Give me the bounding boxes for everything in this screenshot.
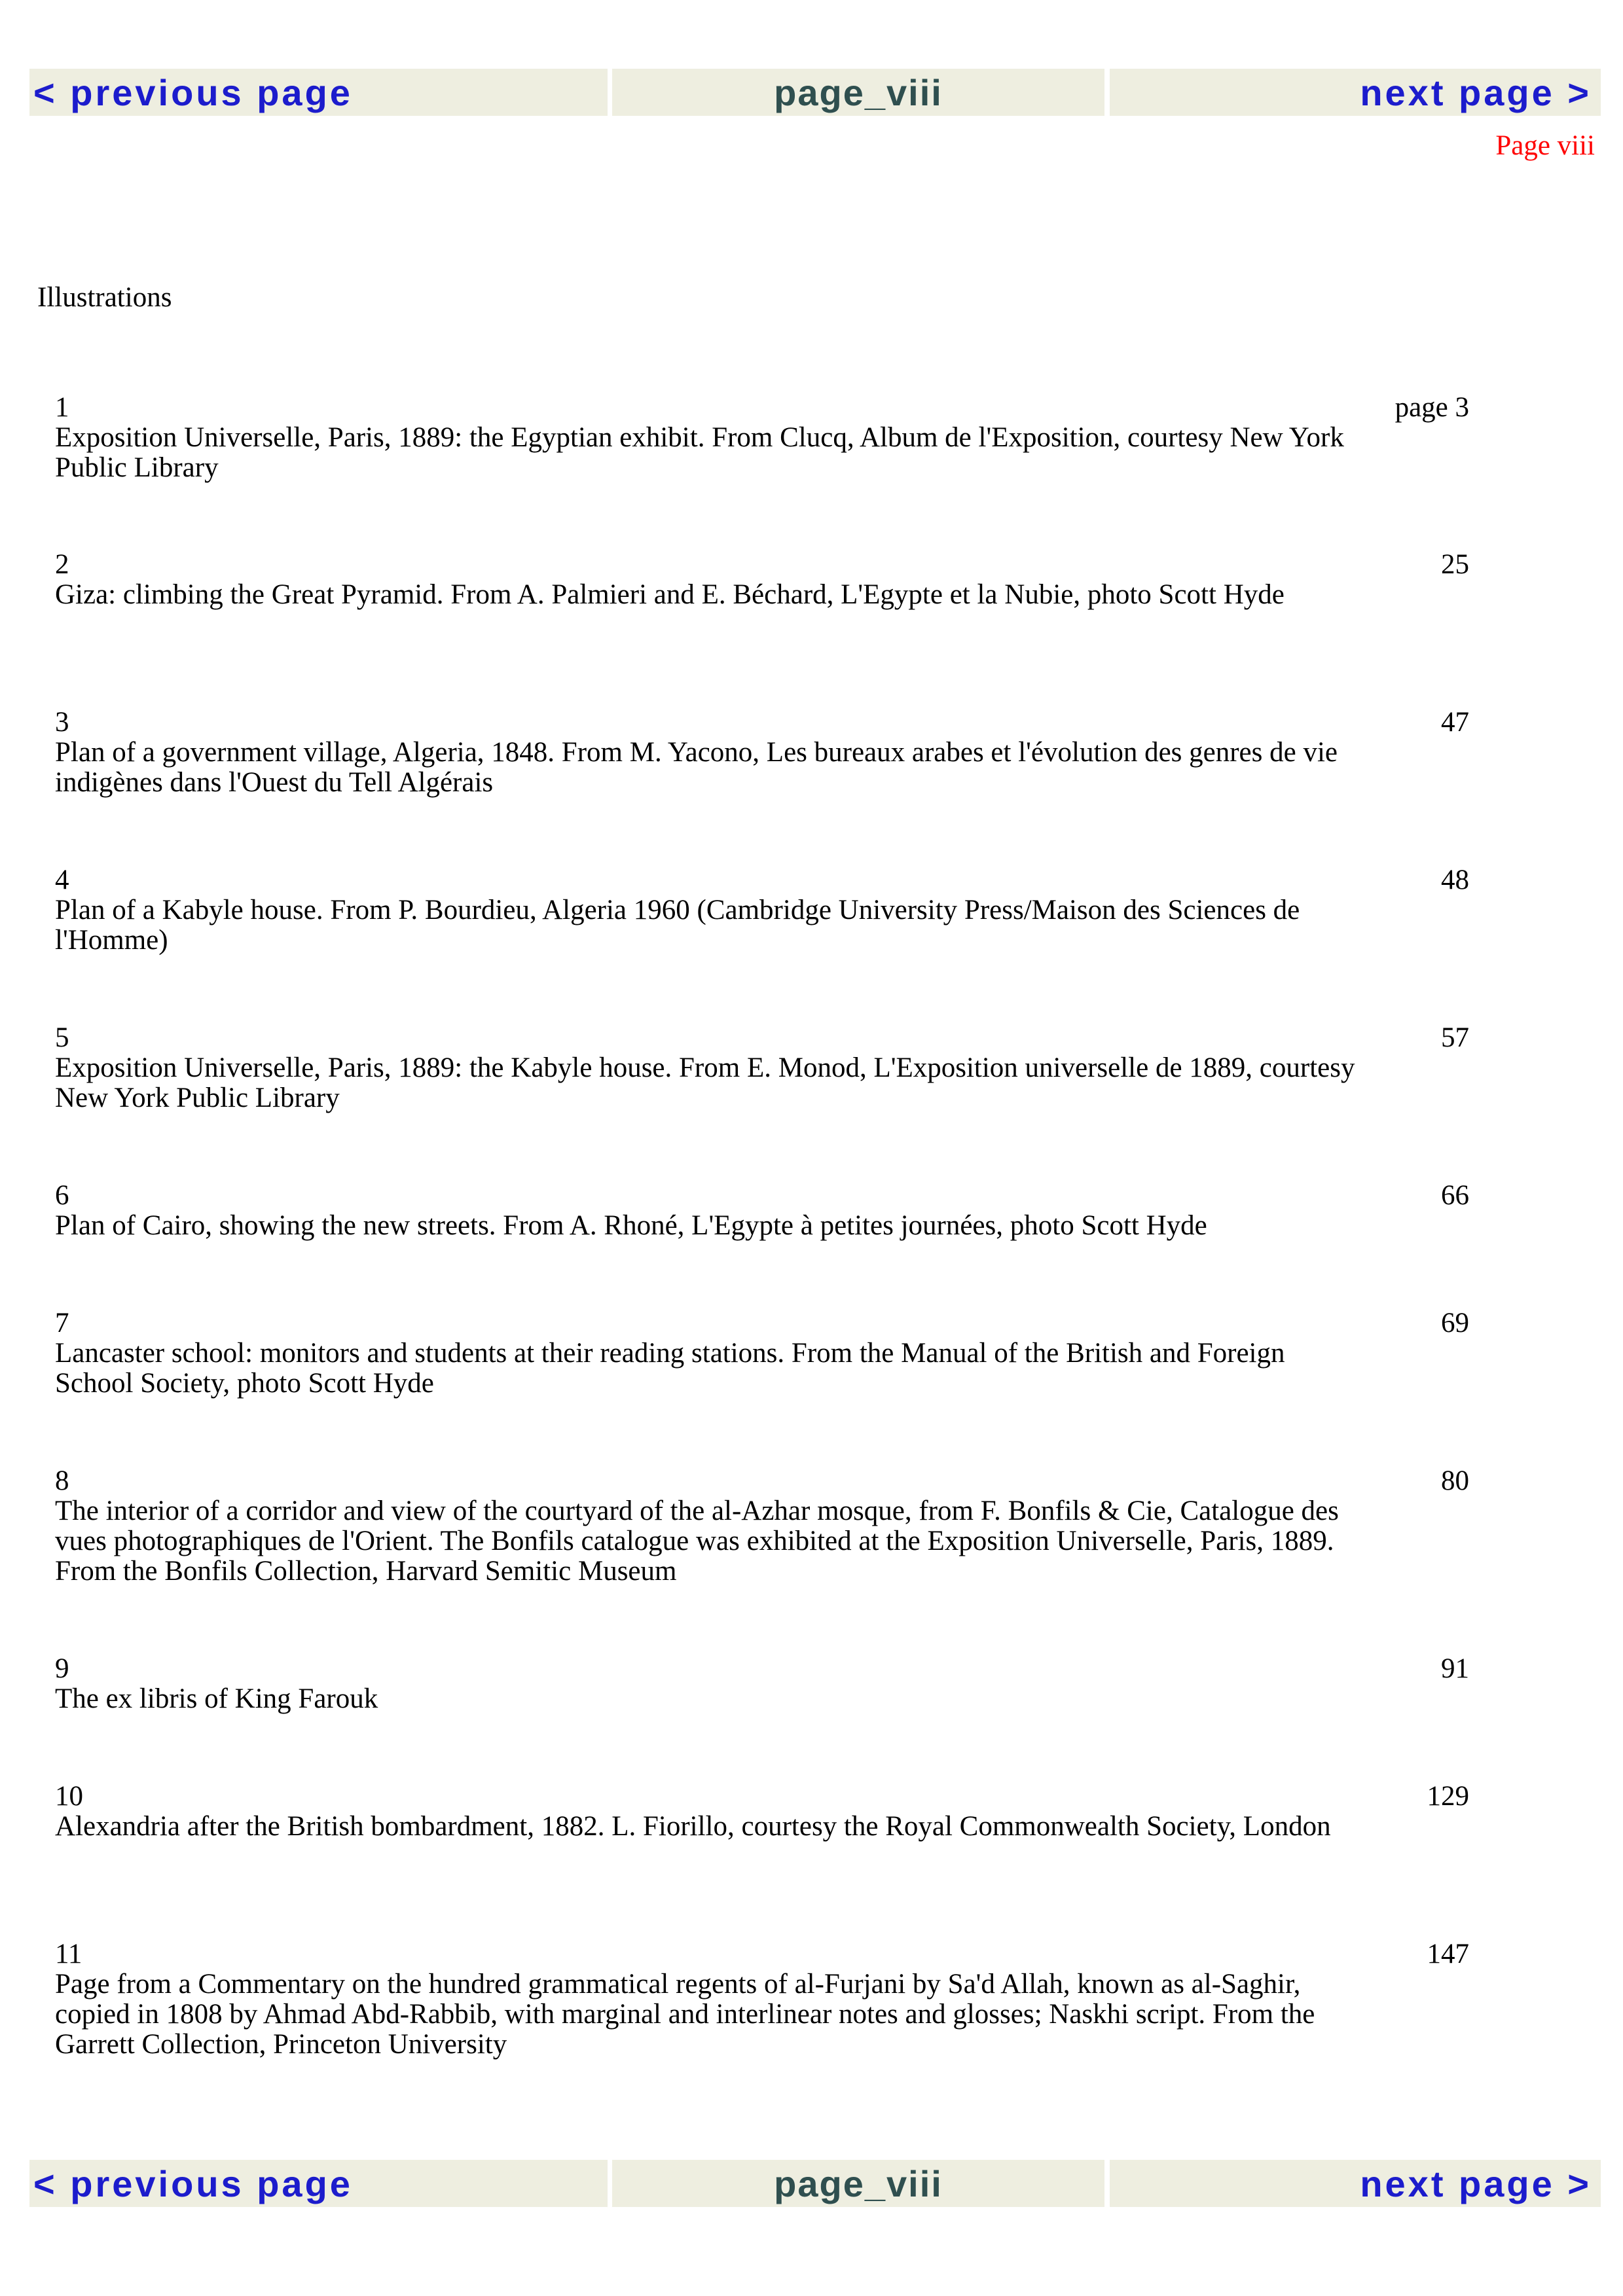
illustration-caption: Alexandria after the British bombardment, 1882. L. Fiorillo, courtesy the Royal Commonwealth Society, London — [55, 1811, 1331, 1842]
list-item — [55, 1023, 1469, 1181]
illustration-page: 91 — [1441, 1653, 1469, 1684]
illustration-caption: Plan of Cairo, showing the new streets. From A. Rhoné, L'Egypte à petites journées, photo Scott Hyde — [55, 1210, 1207, 1241]
bottom-nav-bar — [29, 2160, 1601, 2207]
list-item — [55, 550, 1469, 708]
illustration-number: 5 — [55, 1022, 69, 1053]
page-id-label: page_viii — [612, 2160, 1104, 2207]
list-item — [55, 1654, 1469, 1782]
illustration-number: 1 — [55, 392, 69, 423]
list-item — [55, 865, 1469, 1023]
illustration-caption: Page from a Commentary on the hundred grammatical regents of al-Furjani by Sa'd Allah, known as al-Saghir, copied in 1808 by Ahmad Abd-Rabbib, with marginal and interlinear notes and glosses; Naskhi script. From the Garrett Collection, Princeton University — [55, 1969, 1315, 2060]
next-page-link[interactable]: next page > — [1110, 69, 1601, 116]
illustration-number: 8 — [55, 1465, 69, 1496]
list-item — [55, 1308, 1469, 1466]
illustration-page: 25 — [1441, 549, 1469, 580]
list-item — [55, 1939, 1469, 2070]
list-item — [55, 1466, 1469, 1654]
previous-page-link[interactable]: < previous page — [29, 69, 608, 116]
top-nav-bar — [29, 69, 1601, 116]
illustration-caption: Exposition Universelle, Paris, 1889: the Kabyle house. From E. Monod, L'Exposition universelle de 1889, courtesy New York Public Library — [55, 1052, 1355, 1113]
illustration-number: 9 — [55, 1653, 69, 1684]
section-title: Illustrations — [37, 282, 172, 313]
illustration-number: 4 — [55, 865, 69, 895]
illustration-number: 3 — [55, 707, 69, 738]
illustration-caption: Plan of a Kabyle house. From P. Bourdieu, Algeria 1960 (Cambridge University Press/Maison des Sciences de l'Homme) — [55, 895, 1300, 956]
list-item — [55, 708, 1469, 865]
illustration-page: 147 — [1427, 1939, 1469, 1969]
page-id-label: page_viii — [612, 69, 1104, 116]
illustration-page: 129 — [1427, 1781, 1469, 1812]
illustration-page: 69 — [1441, 1308, 1469, 1338]
illustration-caption: Lancaster school: monitors and students at their reading stations. From the Manual of the British and Foreign School Society, photo Scott Hyde — [55, 1338, 1285, 1399]
list-item — [55, 1782, 1469, 1939]
previous-page-link[interactable]: < previous page — [29, 2160, 608, 2207]
illustration-number: 11 — [55, 1939, 82, 1969]
illustration-page: 57 — [1441, 1022, 1469, 1053]
illustration-page: 66 — [1441, 1180, 1469, 1211]
list-item — [55, 1181, 1469, 1308]
illustration-caption: The interior of a corridor and view of the courtyard of the al-Azhar mosque, from F. Bonfils & Cie, Catalogue des vues photographiques de l'Orient. The Bonfils catalogue was exhibited at the Exposition Universelle, Paris, 1889. From the Bonfils Collection, Harvard Semitic Museum — [55, 1496, 1339, 1587]
illustration-page: page 3 — [1395, 392, 1469, 423]
illustration-caption: Plan of a government village, Algeria, 1848. From M. Yacono, Les bureaux arabes et l'évolution des genres de vie indigènes dans l'Ouest du Tell Algérais — [55, 737, 1338, 798]
illustration-caption: Exposition Universelle, Paris, 1889: the Egyptian exhibit. From Clucq, Album de l'Exposition, courtesy New York Public Library — [55, 422, 1344, 483]
next-page-link[interactable]: next page > — [1110, 2160, 1601, 2207]
illustration-caption: The ex libris of King Farouk — [55, 1683, 378, 1714]
illustration-page: 48 — [1441, 865, 1469, 895]
illustration-page: 47 — [1441, 707, 1469, 738]
list-item — [55, 393, 1469, 550]
illustration-caption: Giza: climbing the Great Pyramid. From A. Palmieri and E. Béchard, L'Egypte et la Nubie, photo Scott Hyde — [55, 579, 1285, 610]
illustration-page: 80 — [1441, 1465, 1469, 1496]
illustration-number: 7 — [55, 1308, 69, 1338]
page-marker: Page viii — [1495, 130, 1595, 161]
illustration-number: 6 — [55, 1180, 69, 1211]
illustration-number: 10 — [55, 1781, 83, 1812]
illustration-number: 2 — [55, 549, 69, 580]
illustrations-list — [55, 393, 1469, 2070]
